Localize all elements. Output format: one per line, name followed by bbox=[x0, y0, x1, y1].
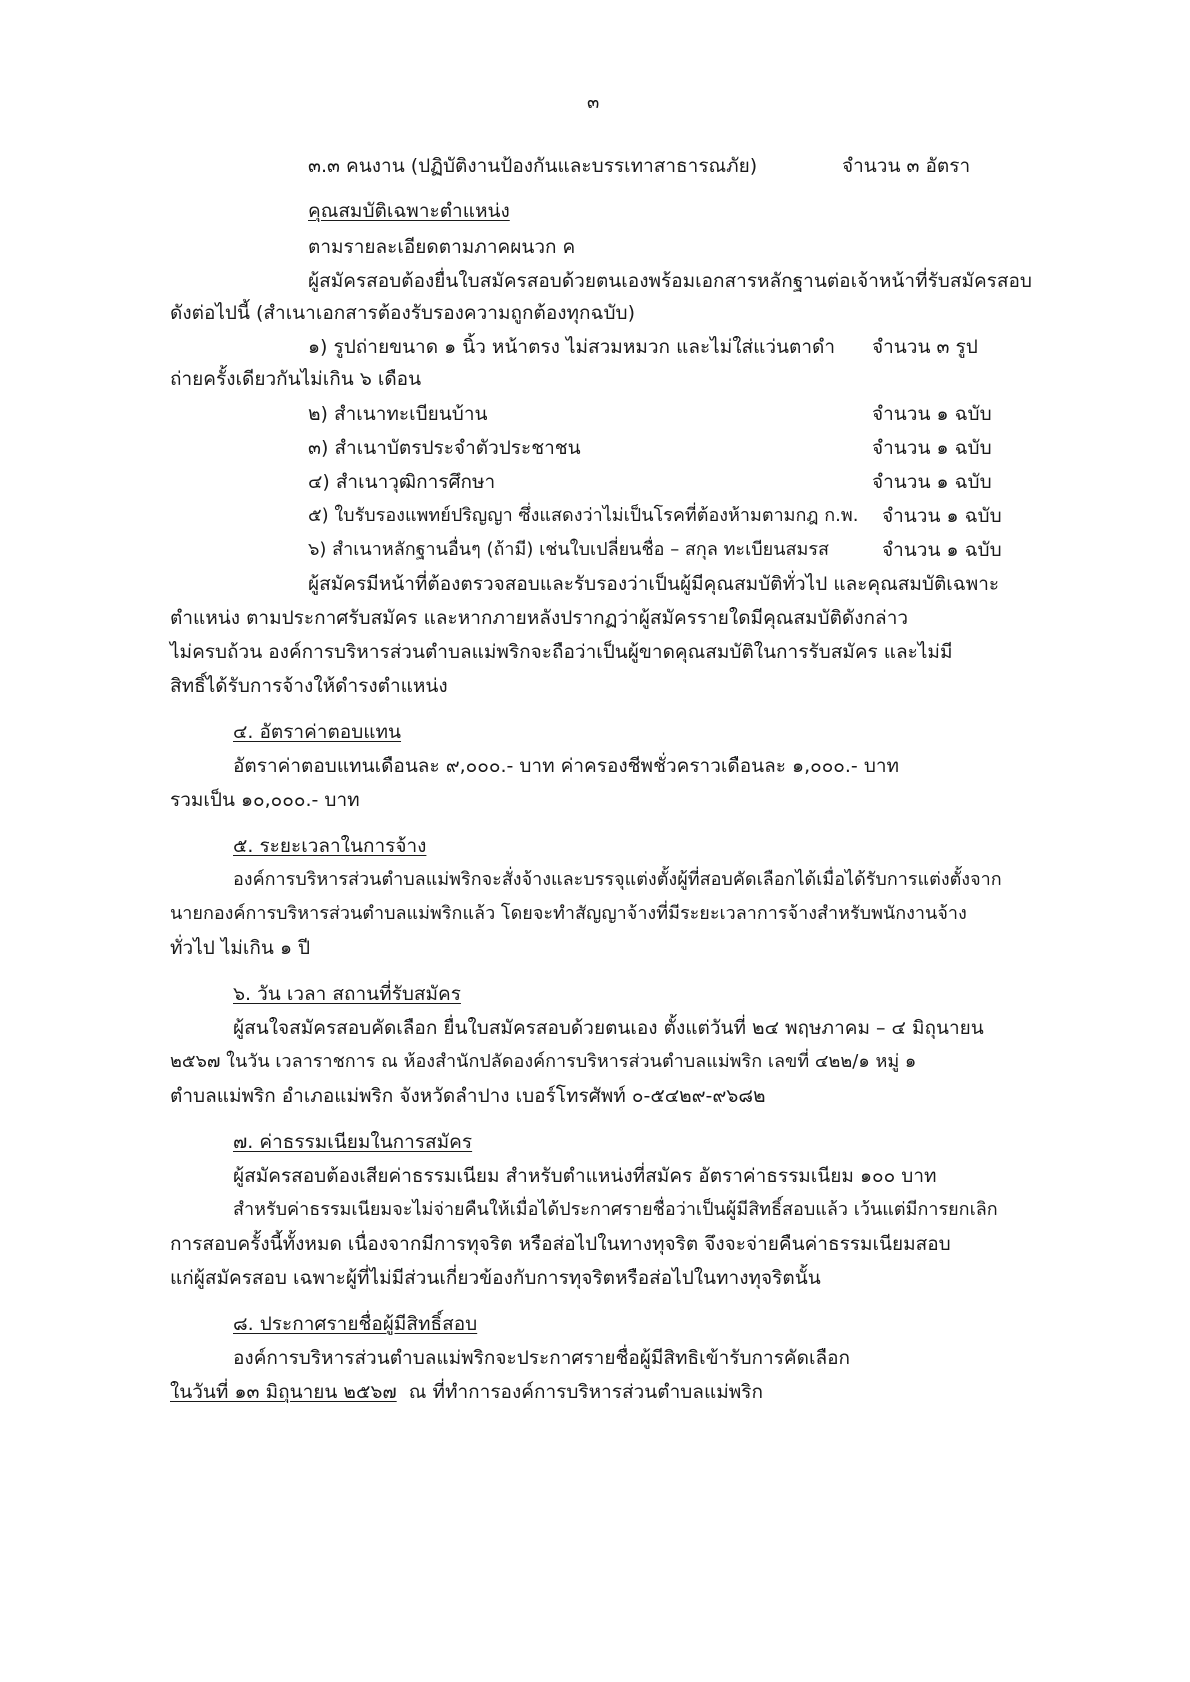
document-item-continuation: ถ่ายครั้งเดียวกันไม่เกิน ๖ เดือน bbox=[170, 368, 422, 390]
position-title: ๓.๓ คนงาน (ปฏิบัติงานป้องกันและบรรเทาสาธารณภัย) bbox=[308, 155, 758, 177]
section-7-line: สำหรับค่าธรรมเนียมจะไม่จ่ายคืนให้เมื่อได้ประกาศรายชื่อว่าเป็นผู้มีสิทธิ์สอบแล้ว เว้นแต่มีการยกเลิก bbox=[233, 1199, 998, 1220]
document-item-label: ๔) สำเนาวุฒิการศึกษา bbox=[308, 471, 496, 493]
documents-intro-line: ดังต่อไปนี้ (สำเนาเอกสารต้องรับรองความถูกต้องทุกฉบับ) bbox=[170, 302, 636, 324]
document-item-qty: จำนวน ๑ ฉบับ bbox=[882, 539, 1002, 561]
section-6-line: ๒๕๖๗ ในวัน เวลาราชการ ณ ห้องสำนักปลัดองค์การบริหารส่วนตำบลแม่พริก เลขที่ ๔๒๒/๑ หมู่ ๑ bbox=[170, 1051, 917, 1072]
announcement-date: ในวันที่ ๑๓ มิถุนายน ๒๕๖๗ bbox=[170, 1381, 397, 1403]
document-item-label: ๕) ใบรับรองแพทย์ปริญญา ซึ่งแสดงว่าไม่เป็นโรคที่ต้องห้ามตามกฎ ก.พ. bbox=[308, 505, 859, 526]
section-5-heading: ๕. ระยะเวลาในการจ้าง bbox=[233, 835, 427, 857]
section-8-line: องค์การบริหารส่วนตำบลแม่พริกจะประกาศรายชื่อผู้มีสิทธิเข้ารับการคัดเลือก bbox=[233, 1347, 851, 1369]
document-item-qty: จำนวน ๑ ฉบับ bbox=[882, 505, 1002, 527]
document-item-label: ๖) สำเนาหลักฐานอื่นๆ (ถ้ามี) เช่นใบเปลี่ยนชื่อ – สกุล ทะเบียนสมรส bbox=[308, 539, 830, 560]
position-count: จำนวน ๓ อัตรา bbox=[842, 155, 971, 177]
document-item-label: ๒) สำเนาทะเบียนบ้าน bbox=[308, 403, 488, 425]
section-4-line: รวมเป็น ๑๐,๐๐๐.- บาท bbox=[170, 789, 360, 811]
eligibility-note-line: ไม่ครบถ้วน องค์การบริหารส่วนตำบลแม่พริกจะถือว่าเป็นผู้ขาดคุณสมบัติในการรับสมัคร และไม่มี bbox=[170, 641, 953, 663]
documents-intro-line: ผู้สมัครสอบต้องยื่นใบสมัครสอบด้วยตนเองพร้อมเอกสารหลักฐานต่อเจ้าหน้าที่รับสมัครสอบ bbox=[308, 270, 1032, 292]
qualifications-detail: ตามรายละเอียดตามภาคผนวก ค bbox=[308, 236, 576, 258]
section-5-line: องค์การบริหารส่วนตำบลแม่พริกจะสั่งจ้างและบรรจุแต่งตั้งผู้ที่สอบคัดเลือกได้เมื่อได้รับการแต่งตั้งจาก bbox=[233, 869, 1002, 890]
eligibility-note-line: ตำแหน่ง ตามประกาศรับสมัคร และหากภายหลังปรากฏว่าผู้สมัครรายใดมีคุณสมบัติดังกล่าว bbox=[170, 607, 909, 629]
section-7-line: การสอบครั้งนี้ทั้งหมด เนื่องจากมีการทุจริต หรือส่อไปในทางทุจริต จึงจะจ่ายคืนค่าธรรมเนียมสอบ bbox=[170, 1233, 951, 1255]
section-4-line: อัตราค่าตอบแทนเดือนละ ๙,๐๐๐.- บาท ค่าครองชีพชั่วคราวเดือนละ ๑,๐๐๐.- บาท bbox=[233, 755, 900, 777]
section-8-line bbox=[170, 1381, 763, 1404]
eligibility-note-line: สิทธิ์ได้รับการจ้างให้ดำรงตำแหน่ง bbox=[170, 675, 448, 697]
document-item-qty: จำนวน ๑ ฉบับ bbox=[872, 437, 992, 459]
section-4-heading: ๔. อัตราค่าตอบแทน bbox=[233, 721, 402, 743]
announcement-place: ณ ที่ทำการองค์การบริหารส่วนตำบลแม่พริก bbox=[408, 1381, 763, 1403]
section-6-line: ผู้สนใจสมัครสอบคัดเลือก ยื่นใบสมัครสอบด้วยตนเอง ตั้งแต่วันที่ ๒๔ พฤษภาคม – ๔ มิถุนายน bbox=[233, 1017, 984, 1039]
section-6-line: ตำบลแม่พริก อำเภอแม่พริก จังหวัดลำปาง เบอร์โทรศัพท์ ๐-๕๔๒๙-๙๖๘๒ bbox=[170, 1085, 766, 1107]
section-6-heading: ๖. วัน เวลา สถานที่รับสมัคร bbox=[233, 983, 461, 1005]
section-5-line: ทั่วไป ไม่เกิน ๑ ปี bbox=[170, 937, 311, 959]
document-item-qty: จำนวน ๑ ฉบับ bbox=[872, 403, 992, 425]
section-7-line: แก่ผู้สมัครสอบ เฉพาะผู้ที่ไม่มีส่วนเกี่ยวข้องกับการทุจริตหรือส่อไปในทางทุจริตนั้น bbox=[170, 1267, 821, 1289]
section-8-heading: ๘. ประกาศรายชื่อผู้มีสิทธิ์สอบ bbox=[233, 1313, 478, 1335]
eligibility-note-line: ผู้สมัครมีหน้าที่ต้องตรวจสอบและรับรองว่าเป็นผู้มีคุณสมบัติทั่วไป และคุณสมบัติเฉพาะ bbox=[308, 573, 1000, 595]
qualifications-heading: คุณสมบัติเฉพาะตำแหน่ง bbox=[308, 200, 510, 222]
section-5-line: นายกองค์การบริหารส่วนตำบลแม่พริกแล้ว โดยจะทำสัญญาจ้างที่มีระยะเวลาการจ้างสำหรับพนักงานจ้าง bbox=[170, 903, 967, 924]
section-7-heading: ๗. ค่าธรรมเนียมในการสมัคร bbox=[233, 1131, 473, 1153]
document-item-qty: จำนวน ๑ ฉบับ bbox=[872, 471, 992, 493]
document-item-label: ๓) สำเนาบัตรประจำตัวประชาชน bbox=[308, 437, 581, 459]
document-item-label: ๑) รูปถ่ายขนาด ๑ นิ้ว หน้าตรง ไม่สวมหมวก และไม่ใส่แว่นตาดำ bbox=[308, 336, 836, 358]
document-item-qty: จำนวน ๓ รูป bbox=[872, 336, 978, 358]
section-7-line: ผู้สมัครสอบต้องเสียค่าธรรมเนียม สำหรับตำแหน่งที่สมัคร อัตราค่าธรรมเนียม ๑๐๐ บาท bbox=[233, 1165, 937, 1187]
page-number: ๓ bbox=[587, 92, 600, 113]
